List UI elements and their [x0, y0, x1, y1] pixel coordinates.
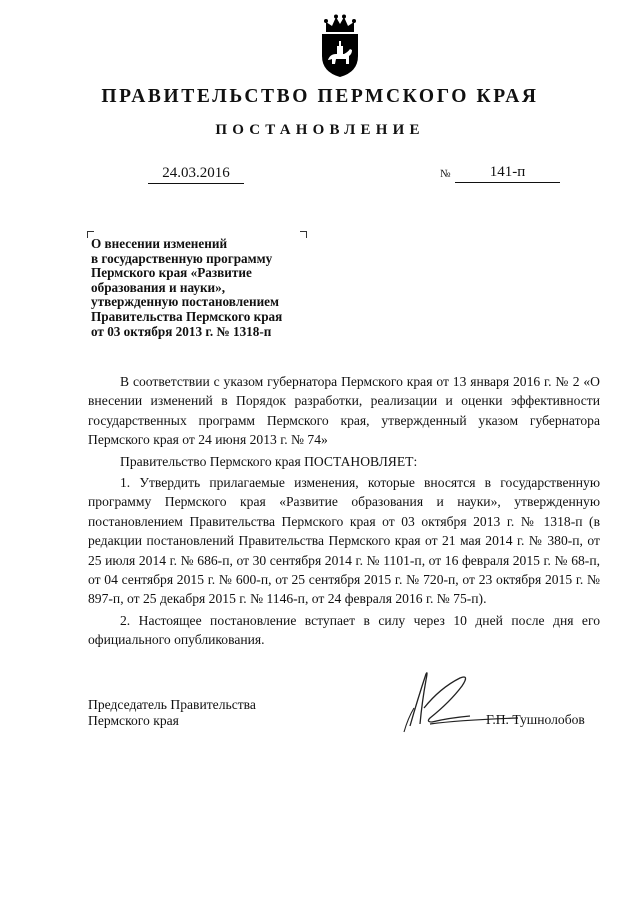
signer-position — [88, 697, 308, 729]
body-paragraph: 2. Настоящее постановление вступает в силу через 10 дней после дня его официального опубликования. — [88, 612, 600, 648]
signer-position-line: Пермского края — [88, 713, 179, 728]
subject-line: в государственную программу — [91, 250, 273, 266]
subject-line: образования и науки», — [91, 279, 226, 295]
body-paragraph: В соответствии с указом губернатора Пермского края от 13 января 2016 г. № 2 «О внесении изменений в Порядок разработки, реализации и оценки эффективности государственных программ Пермского края, утвержденный указом губернатора Пермского края от 24 июня 2013 г. № 74» — [88, 374, 600, 448]
signer-name: Г.П. Тушнолобов — [486, 712, 585, 727]
document-type-title: ПОСТАНОВЛЕНИЕ — [215, 122, 425, 138]
organization-title: ПРАВИТЕЛЬСТВО ПЕРМСКОГО КРАЯ — [101, 86, 539, 107]
perm-krai-coat-of-arms-icon — [318, 14, 362, 78]
body-paragraph: Правительство Пермского края ПОСТАНОВЛЯЕТ: — [120, 453, 418, 469]
document-date: 24.03.2016 — [148, 164, 244, 184]
signer-position-line: Председатель Правительства — [88, 697, 256, 712]
subject-line: Правительства Пермского края — [91, 308, 283, 324]
document-subject — [91, 237, 321, 339]
document-body — [88, 372, 600, 652]
body-paragraph: 1. Утвердить прилагаемые изменения, которые вносятся в государственную программу Пермского края «Развитие образования и науки», утвержденную постановлением Правительства Пермского края от 03 октября 2013 г. № 1318-п (в редакции постановлений Правительства Пермского края от 21 мая 2014 г. № 380-п, от 25 июля 2014 г. № 686-п, от 30 сентября 2014 г. № 1101-п, от 16 февраля 2015 г. № 68-п, от 04 сентября 2015 г. № 600-п, от 25 сентября 2015 г. № 720-п, от 23 октября 2015 г. № 897-п, от 25 декабря 2015 г. № 1146-п, от 24 февраля 2016 г. № 75-п). — [88, 475, 600, 607]
subject-line: О внесении изменений — [91, 236, 228, 251]
subject-line: Пермского края «Развитие — [91, 265, 252, 281]
subject-line: от 03 октября 2013 г. № 1318-п — [91, 323, 272, 339]
document-number: 141-п — [455, 163, 560, 183]
number-label: № — [440, 168, 451, 180]
subject-line: утвержденную постановлением — [91, 294, 280, 310]
